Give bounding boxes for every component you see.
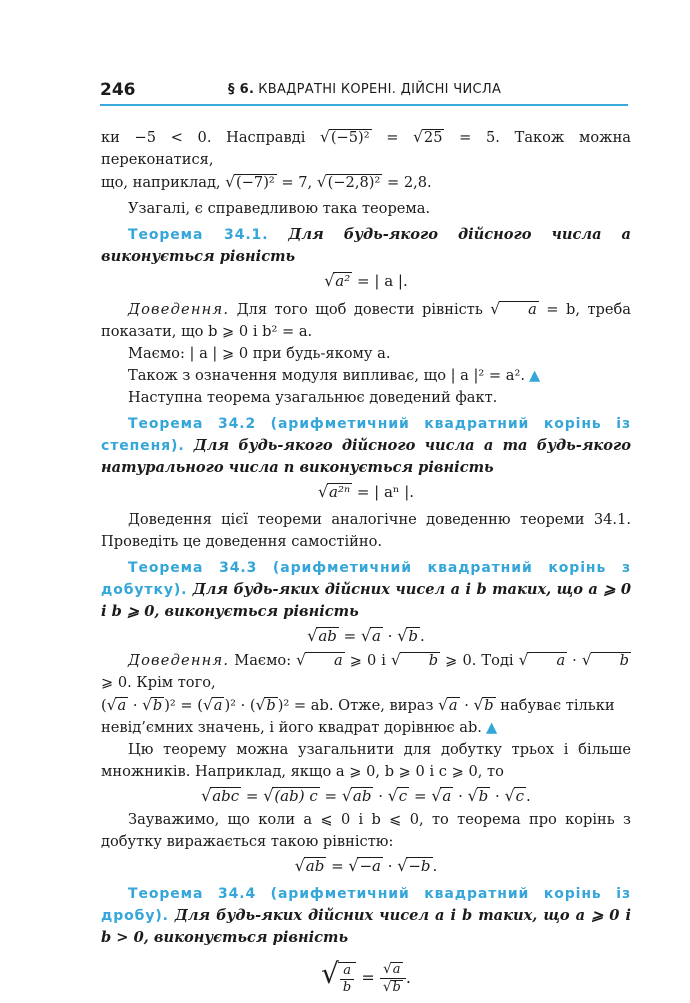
paragraph: що, наприклад, √(−7)² = 7, √(−2,8)² = 2,8. (101, 173, 432, 191)
paragraph: Узагалі, є справедливою така теорема. (128, 200, 431, 217)
theorem-statement: Для будь-яких дійсних чисел a і b таких, що a ⩾ 0 і b ⩾ 0, виконується рівність (101, 581, 631, 620)
theorem-34-4 (101, 883, 631, 949)
proof-label: Доведення. (128, 301, 230, 318)
paragraph: (√a · √b )² = (√a )² · (√b )² = ab. Отже, вираз √a · √b набуває тільки (101, 696, 615, 714)
theorem-label: Теорема 34.1. (128, 227, 269, 243)
section-title: КВАДРАТНІ КОРЕНІ. ДІЙСНІ ЧИСЛА (258, 82, 502, 97)
paragraph: невід’ємних значень, і його квадрат дорівнює ab. ▲ (101, 719, 498, 736)
page-number: 246 (100, 80, 136, 100)
end-of-proof-icon: ▲ (485, 719, 498, 736)
paragraph: Зауважимо, що коли a ⩽ 0 і b ⩽ 0, то теорема про корінь з добутку виражається такою рівністю: (101, 811, 631, 850)
theorem-statement: Для будь-яких дійсних чисел a і b таких, що a ⩾ 0 і b > 0, виконується рівність (101, 907, 631, 946)
theorem-statement: Для будь-якого дійсного числа a виконується рівність (101, 226, 631, 265)
section-number: § 6. (228, 82, 255, 97)
paragraph: ки −5 < 0. Насправді √(−5)² = √25 = 5. Також можна переконатися, (101, 128, 632, 168)
proof: Доведення. Маємо: √ a ⩾ 0 і √ b ⩾ 0. Тоді √ a · √ b ⩾ 0. Крім того, (101, 651, 629, 691)
paragraph: Наступна теорема узагальнює доведений факт. (128, 389, 498, 406)
page-header (100, 78, 628, 106)
paragraph: Цю теорему можна узагальнити для добутку трьох і більше множників. Наприклад, якщо a ⩾ 0, b ⩾ 0 і c ⩾ 0, то (101, 741, 631, 780)
formula: √ab = √a · √b . (307, 626, 425, 645)
paragraph: Доведення цієї теореми аналогічне доведенню теореми 34.1. Проведіть це доведення самостійно. (101, 511, 631, 550)
chapter-title (228, 82, 501, 97)
formula: √a² = | a |. (324, 271, 408, 290)
paragraph: Маємо: | a | ⩾ 0 при будь-якому a. (128, 345, 391, 362)
theorem-label: Теорема 34.3 (арифметичний квадратний корінь з добутку). (101, 560, 631, 598)
theorem-34-2 (101, 413, 631, 479)
theorem-label: Теорема 34.2 (арифметичний квадратний корінь із степеня). (101, 416, 631, 454)
theorem-statement: Для будь-якого дійсного числа a та будь-якого натурального числа n виконується рівність (101, 437, 631, 476)
proof-label: Доведення. (128, 652, 230, 669)
formula: √ $\frac{a}{b}$ = $\frac{√a}{√b}$ . (321, 957, 411, 995)
formula: √abc = √(ab) c = √ab · √c = √a · √b · √c . (201, 786, 531, 805)
page-content (101, 126, 631, 1003)
theorem-34-1 (101, 224, 631, 268)
paragraph: Також з означення модуля випливає, що | a |² = a². ▲ (128, 367, 541, 384)
theorem-label: Теорема 34.4 (арифметичний квадратний корінь із дробу). (101, 886, 631, 924)
formula: √ab = √−a · √−b . (294, 856, 438, 875)
end-of-proof-icon: ▲ (528, 367, 541, 384)
theorem-34-3 (101, 557, 631, 623)
formula: √a²ⁿ = | aⁿ |. (317, 482, 415, 501)
proof: Доведення. Для того щоб довести рівність √ a = b, треба показати, що b ⩾ 0 і b² = a. (101, 300, 631, 340)
